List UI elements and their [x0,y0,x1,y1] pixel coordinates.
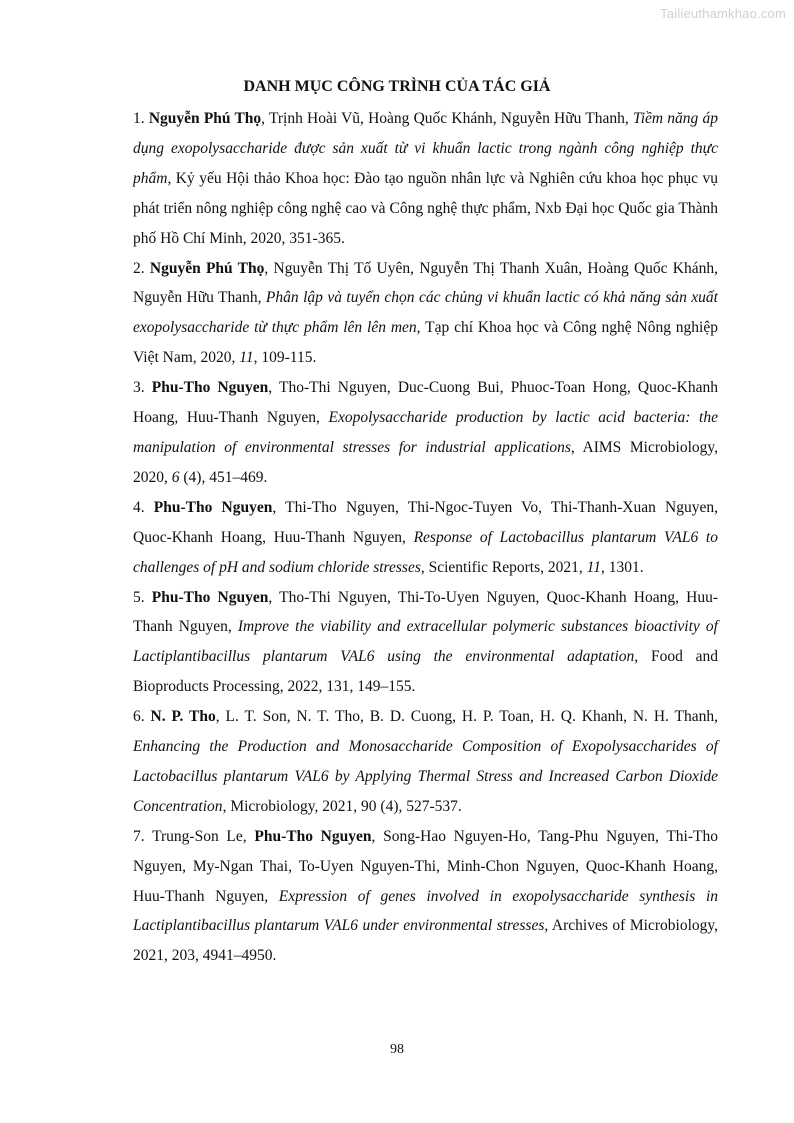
reference-title: Response of Lactobacillus plantarum VAL6 to challenges of pH and sodium chloride stresses [133,528,718,576]
reference-item-7 [133,822,718,972]
reference-authors: , Nguyễn Thị Tố Uyên, Nguyễn Thị Thanh Xuân, Hoàng Quốc Khánh, Nguyễn Hữu Thanh, [133,259,719,307]
reference-number: 4. [133,498,154,516]
reference-pages: , 1301. [600,558,644,576]
reference-authors: , Tho-Thi Nguyen, Duc-Cuong Bui, Phuoc-Toan Hong, Quoc-Khanh Hoang, Huu-Thanh Nguyen, [133,379,718,427]
reference-authors: , L. T. Son, N. T. Tho, B. D. Cuong, H. P. Toan, H. Q. Khanh, N. H. Thanh, [215,708,718,726]
reference-title: Tiềm năng áp dụng exopolysaccharide được sản xuất từ vi khuẩn lactic trong ngành công nghiệp thực phẩm [133,110,719,187]
reference-number: 3. [133,379,152,397]
reference-number: 5. [133,588,152,606]
reference-item-1 [133,104,718,254]
reference-title: Phân lập và tuyển chọn các chủng vi khuẩn lactic có khả năng sản xuất exopolysaccharide từ thực phẩm lên lên men [133,289,718,337]
reference-source: , Tạp chí Khoa học và Công nghệ Nông nghiệp Việt Nam, 2020, [133,319,718,367]
reference-bold-author: Phu-Tho Nguyen [153,498,273,516]
reference-authors: Trung-Son Le, [152,827,255,845]
reference-bold-author: Nguyễn Phú Thọ [149,259,265,277]
reference-number: 6. [133,708,151,726]
reference-source: , Kỷ yếu Hội thảo Khoa học: Đào tạo nguồn nhân lực và Nghiên cứu khoa học phục vụ phát triển nông nghiệp công nghệ cao và Công nghệ thực phẩm, Nxb Đại học Quốc gia Thành phố Hồ Chí Minh, 2020, 351-365. [133,169,718,247]
reference-bold-author: Phu-Tho Nguyen [151,379,269,397]
reference-pages: , 109-115. [253,349,317,367]
reference-item-2 [133,254,718,374]
page-title: DANH MỤC CÔNG TRÌNH CỦA TÁC GIẢ [243,78,551,95]
reference-bold-author: Phu-Tho Nguyen [254,827,372,845]
watermark-text: Tailieuthamkhao.com [660,6,786,21]
reference-number: 2. [133,259,150,277]
reference-title: Improve the viability and extracellular polymeric substances bioactivity of Lactiplantibacillus plantarum VAL6 using the environmental adaptation [133,618,718,666]
reference-title: Enhancing the Production and Monosaccharide Composition of Exopolysaccharides of Lactobacillus plantarum VAL6 by Applying Thermal Stress and Increased Carbon Dioxide Concentration [133,738,718,815]
reference-authors: , Thi-Tho Nguyen, Thi-Ngoc-Tuyen Vo, Thi-Thanh-Xuan Nguyen, Quoc-Khanh Hoang, Huu-Thanh Nguyen, [133,498,718,546]
reference-authors: , Tho-Thi Nguyen, Thi-To-Uyen Nguyen, Quoc-Khanh Hoang, Huu-Thanh Nguyen, [133,588,718,636]
reference-bold-author: Nguyễn Phú Thọ [148,110,262,127]
reference-bold-author: N. P. Tho [150,708,216,726]
reference-source: , Archives of Microbiology, 2021, 203, 4941–4950. [133,917,718,965]
reference-item-4 [133,493,718,583]
reference-source: , Microbiology, 2021, 90 (4), 527-537. [222,797,462,815]
reference-number: 7. [133,827,153,845]
reference-source: , AIMS Microbiology, 2020, [133,438,718,486]
reference-bold-author: Phu-Tho Nguyen [151,588,269,606]
reference-title: Expression of genes involved in exopolysaccharide synthesis in Lactiplantibacillus plantarum VAL6 under environmental stresses [133,887,718,935]
page-number: 98 [390,1042,404,1057]
reference-list [133,104,718,971]
reference-source: , Scientific Reports, 2021, [420,558,587,576]
reference-volume: 11 [586,558,601,576]
reference-number: 1. [133,110,149,127]
reference-authors: , Song-Hao Nguyen-Ho, Tang-Phu Nguyen, Thi-Tho Nguyen, My-Ngan Thai, To-Uyen Nguyen-Thi, Minh-Chon Nguyen, Quoc-Khanh Hoang, Huu-Thanh Nguyen, [133,827,718,905]
reference-title: Exopolysaccharide production by lactic acid bacteria: the manipulation of environmental stresses for industrial applications [133,409,718,456]
reference-item-5 [133,583,718,703]
reference-item-3 [133,373,718,493]
reference-authors: , Trịnh Hoài Vũ, Hoàng Quốc Khánh, Nguyễn Hữu Thanh, [261,110,633,127]
reference-source: , Food and Bioproducts Processing, 2022, 131, 149–155. [133,648,718,696]
reference-volume: 6 [171,468,180,486]
reference-pages: (4), 451–469. [179,468,268,486]
reference-item-6 [133,702,718,822]
reference-volume: 11 [239,349,254,367]
